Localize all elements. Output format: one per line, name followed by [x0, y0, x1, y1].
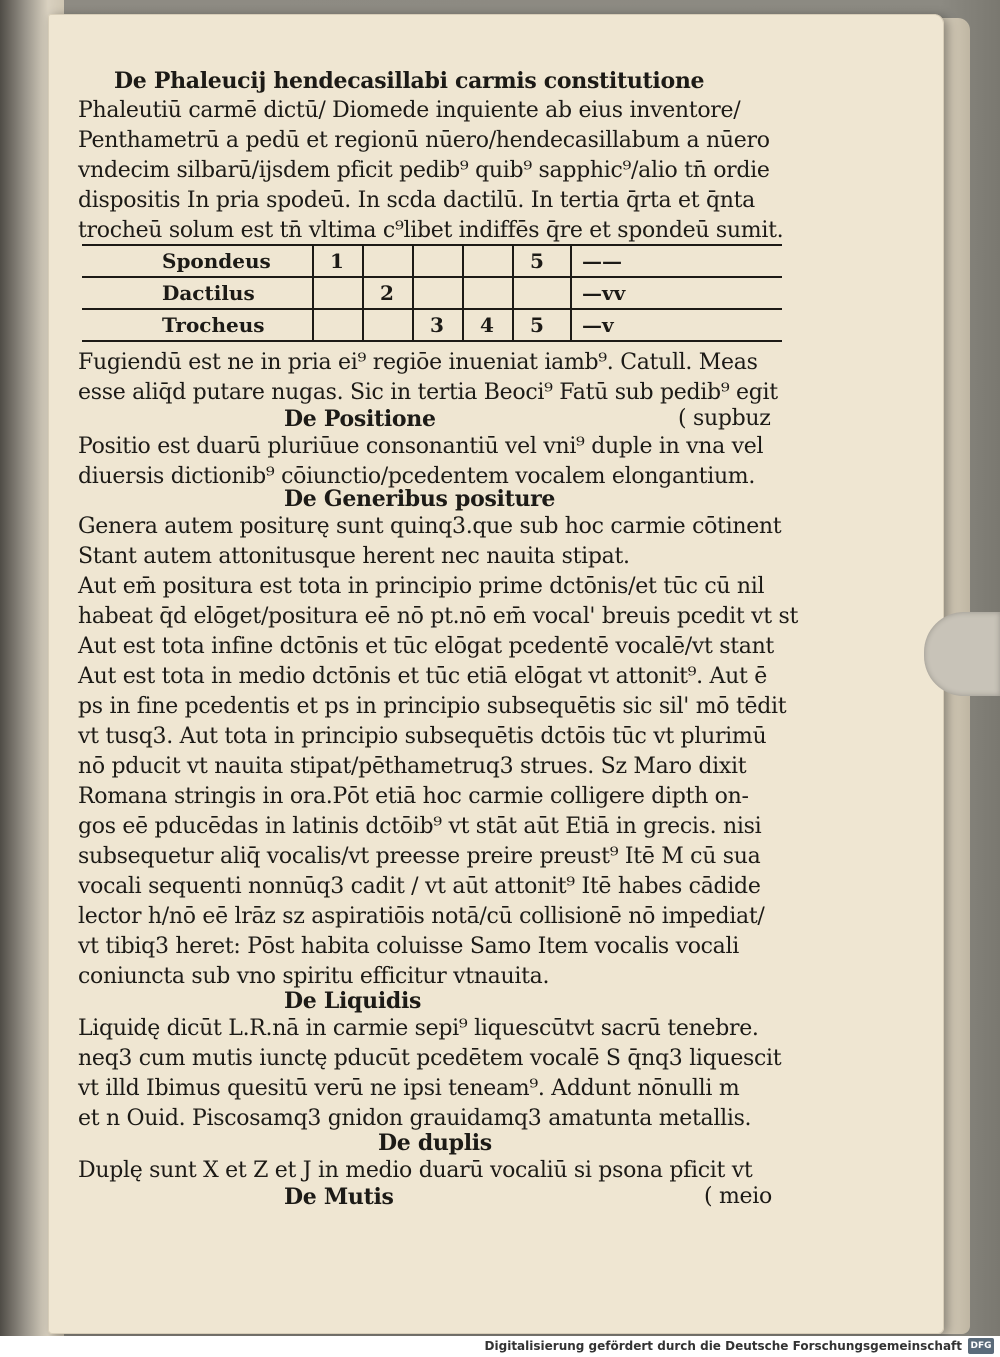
text-line: dispositis In pria spodeū. In scda dactilū. In tertia q̄rta et q̄nta: [78, 188, 755, 213]
meter-cell: [412, 278, 460, 308]
meter-cell: [462, 278, 510, 308]
text-line: Penthametrū a pedū et regionū nūero/hendecasillabum a nūero: [78, 128, 770, 153]
meter-name: Dactilus: [162, 281, 255, 305]
text-line: vt illd Ibimus quesitū verū ne ipsi teneam⁹. Addunt nōnulli m: [78, 1076, 740, 1101]
text-line: et n Ouid. Piscosamq3 gnidon grauidamq3 amatunta metallis.: [78, 1106, 752, 1131]
page-tab: [924, 612, 1000, 696]
text-line: Phaleutiū carmē dictū/ Diomede inquiente ab eius inventore/: [78, 98, 741, 123]
text-line: lector h/nō eē lrāz sz aspiratiōis notā/cū collisionē nō impediat/: [78, 904, 765, 929]
meter-cell: [312, 310, 360, 340]
meter-table: [82, 244, 782, 340]
text-line: trocheū solum est tn̄ vltima c⁹libet indiffēs q̄re et spondeū sumit.: [78, 218, 784, 243]
text-line: Aut est tota in medio dctōnis et tūc etiā elōgat vt attonit⁹. Aut ē: [78, 664, 767, 689]
heading-mutis: De Mutis: [284, 1184, 394, 1210]
dfg-logo-icon: DFG: [968, 1338, 994, 1354]
meter-row-dactilus: [82, 276, 782, 308]
text-line: coniuncta sub vno spiritu efficitur vtnauita.: [78, 964, 550, 989]
text-line: Aut est tota infine dctōnis et tūc elōgat pcedentē vocalē/vt stant: [78, 634, 774, 659]
meter-name: Trocheus: [162, 313, 265, 337]
meter-row-trocheus: [82, 308, 782, 342]
meter-cell: [462, 246, 510, 276]
meter-cell: [362, 310, 410, 340]
text-line: habeat q̄d elōget/positura eē nō pt.nō em̄ vocal' breuis pcedit vt st: [78, 604, 799, 629]
meter-cell: 5: [512, 246, 560, 276]
text-line: vt tibiq3 heret: Pōst habita coluisse Samo Item vocalis vocali: [78, 934, 739, 959]
text-line: neq3 cum mutis iunctę pducūt pcedētem vocalē S q̄nq3 liquescit: [78, 1046, 782, 1071]
meter-cell: 4: [462, 310, 510, 340]
text-line: esse aliq̄d putare nugas. Sic in tertia Beoci⁹ Fatū sub pedib⁹ egit: [78, 380, 778, 405]
meter-cell: 1: [312, 246, 360, 276]
heading-duplis: De duplis: [378, 1130, 492, 1156]
meter-cell: 2: [362, 278, 410, 308]
text-line: ps in fine pcedentis et ps in principio subsequētis sic sil' mō tēdit: [78, 694, 787, 719]
text-line: gos eē pducēdas in latinis dctōib⁹ vt stāt aūt Etiā in grecis. nisi: [78, 814, 762, 839]
heading-positione: De Positione: [284, 406, 436, 432]
text-line: nō pducit vt nauita stipat/pēthametruq3 strues. Sz Maro dixit: [78, 754, 747, 779]
meter-cell: [312, 278, 360, 308]
footer-bar: [0, 1336, 1000, 1357]
meter-cell: 3: [412, 310, 460, 340]
meter-cell: 5: [512, 310, 560, 340]
text-line: Aut em̄ positura est tota in principio prime dctōnis/et tūc cū nil: [78, 574, 765, 599]
title-line: De Phaleucij hendecasillabi carmis constitutione: [114, 68, 705, 94]
meter-row-spondeus: [82, 244, 782, 276]
text-line: Liquidę dicūt L.R.nā in carmie sepi⁹ liquescūtvt sacrū tenebre.: [78, 1016, 759, 1041]
text-line: vndecim silbarū/ijsdem pficit pedib⁹ quib⁹ sapphic⁹/alio tn̄ ordie: [78, 158, 770, 183]
margin-note: ( meio: [704, 1184, 772, 1209]
text-line: Duplę sunt X et Z et J in medio duarū vocaliū si psona pficit vt: [78, 1158, 753, 1183]
meter-cell: [412, 246, 460, 276]
funding-credit: Digitalisierung gefördert durch die Deutsche Forschungsgemeinschaft: [484, 1339, 962, 1353]
meter-scheme: —vv: [570, 278, 625, 308]
meter-cell: [362, 246, 410, 276]
text-line: Stant autem attonitusque herent nec nauita stipat.: [78, 544, 630, 569]
text-line: Fugiendū est ne in pria ei⁹ regiōe inueniat iamb⁹. Catull. Meas: [78, 350, 758, 375]
text-line: Positio est duarū pluriūue consonantiū vel vni⁹ duple in vna vel: [78, 434, 764, 459]
margin-note: ( supbuz: [678, 406, 771, 431]
text-line: diuersis dictionib⁹ cōiunctio/pcedentem vocalem elongantium.: [78, 464, 756, 489]
heading-generibus: De Generibus positure: [284, 486, 556, 512]
text-line: subsequetur aliq̄ vocalis/vt preesse preire preust⁹ Itē M cū sua: [78, 844, 761, 869]
text-line: Genera autem positurę sunt quinq3.que sub hoc carmie cōtinent: [78, 514, 782, 539]
text-line: vt tusq3. Aut tota in principio subsequētis dctōis tūc vt plurimū: [78, 724, 767, 749]
meter-name: Spondeus: [162, 249, 271, 273]
meter-cell: [512, 278, 560, 308]
heading-liquidis: De Liquidis: [284, 988, 422, 1014]
text-line: vocali sequenti nonnūq3 cadit / vt aūt attonit⁹ Itē habes cādide: [78, 874, 761, 899]
meter-scheme: —v: [570, 310, 614, 340]
text-line: Romana stringis in ora.Pōt etiā hoc carmie colligere dipth on-: [78, 784, 749, 809]
meter-scheme: ——: [570, 246, 622, 276]
